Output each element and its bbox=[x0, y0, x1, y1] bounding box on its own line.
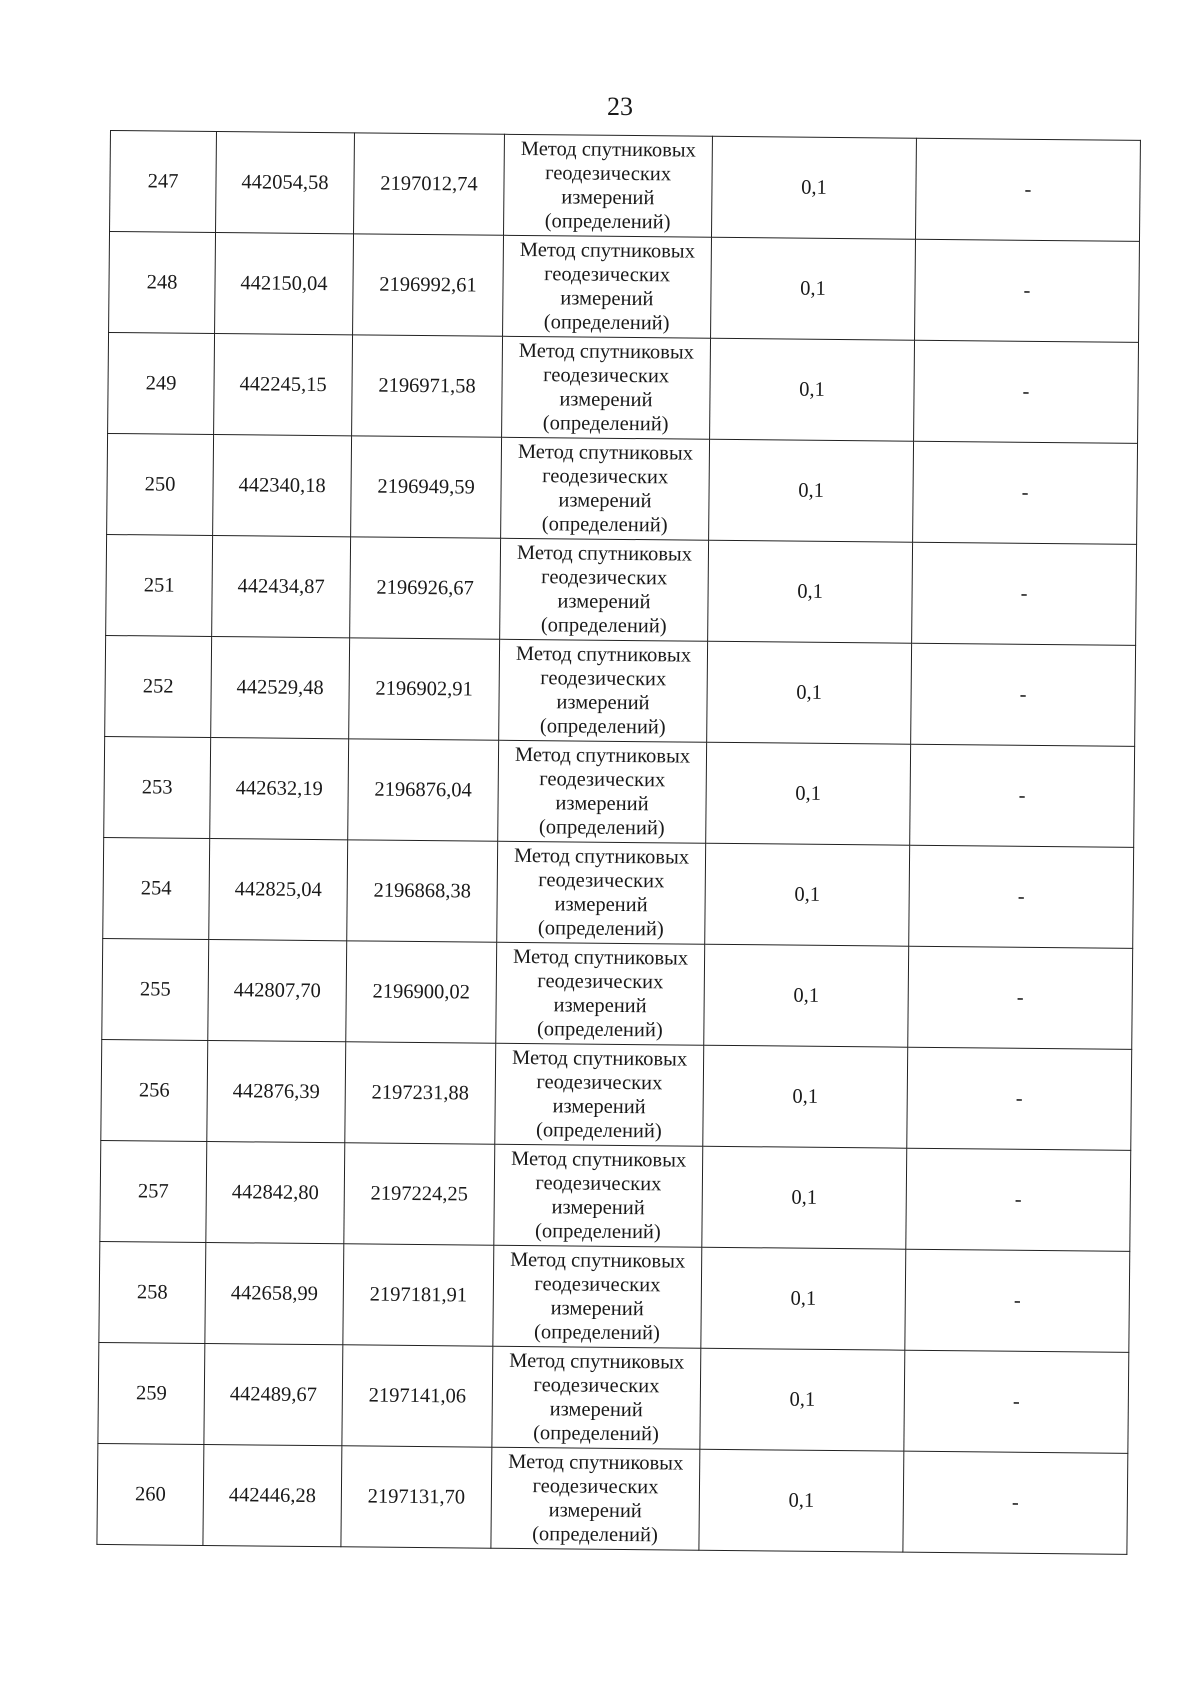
accuracy-cell: 0,1 bbox=[706, 742, 911, 845]
accuracy-cell: 0,1 bbox=[702, 1146, 907, 1249]
method-line: измерений bbox=[556, 691, 650, 715]
method-line: Метод спутниковых bbox=[518, 339, 695, 364]
method-line: геодезических bbox=[544, 263, 671, 287]
x-coordinate-cell: 442054,58 bbox=[216, 132, 355, 234]
method-line: измерений bbox=[552, 1095, 646, 1119]
point-number-cell: 254 bbox=[103, 837, 210, 939]
note-cell: - bbox=[911, 643, 1136, 746]
method-line: измерений bbox=[553, 994, 647, 1018]
method-cell bbox=[498, 740, 707, 843]
note-cell: - bbox=[910, 744, 1135, 847]
table-row bbox=[110, 131, 1141, 242]
point-number-cell: 258 bbox=[99, 1241, 206, 1343]
method-line: Метод спутниковых bbox=[508, 1450, 684, 1475]
accuracy-cell: 0,1 bbox=[707, 641, 912, 744]
accuracy-cell: 0,1 bbox=[700, 1348, 905, 1451]
method-cell bbox=[502, 336, 711, 439]
note-cell: - bbox=[913, 441, 1138, 544]
method-line: Метод спутниковых bbox=[511, 1046, 688, 1071]
method-line: измерений bbox=[558, 489, 652, 513]
table-row bbox=[109, 232, 1140, 343]
x-coordinate-cell: 442489,67 bbox=[204, 1343, 343, 1445]
method-cell bbox=[497, 841, 706, 944]
accuracy-cell: 0,1 bbox=[703, 1045, 908, 1148]
method-line: измерений bbox=[555, 792, 649, 816]
y-coordinate-cell: 2197012,74 bbox=[354, 133, 505, 235]
note-cell: - bbox=[908, 946, 1133, 1049]
method-cell bbox=[495, 1043, 704, 1146]
method-line: геодезических bbox=[532, 1475, 659, 1499]
y-coordinate-cell: 2197181,91 bbox=[343, 1244, 494, 1346]
accuracy-cell: 0,1 bbox=[699, 1449, 904, 1552]
method-cell bbox=[494, 1144, 703, 1247]
method-line: Метод спутниковых bbox=[512, 945, 689, 970]
accuracy-cell: 0,1 bbox=[710, 338, 915, 441]
y-coordinate-cell: 2197131,70 bbox=[341, 1446, 492, 1548]
method-line: (определений) bbox=[543, 311, 670, 335]
method-line: Метод спутниковых bbox=[516, 541, 693, 566]
point-number-cell: 250 bbox=[107, 433, 214, 535]
x-coordinate-cell: 442150,04 bbox=[215, 233, 354, 335]
x-coordinate-cell: 442434,87 bbox=[212, 536, 351, 638]
y-coordinate-cell: 2196902,91 bbox=[349, 638, 500, 740]
y-coordinate-cell: 2196949,59 bbox=[351, 436, 502, 538]
table-row bbox=[97, 1443, 1128, 1554]
method-line: Метод спутниковых bbox=[519, 238, 695, 263]
method-line: (определений) bbox=[533, 1321, 660, 1345]
point-number-cell: 256 bbox=[101, 1039, 208, 1141]
page-number: 23 bbox=[607, 92, 633, 121]
method-line: геодезических bbox=[542, 465, 669, 489]
coordinates-table bbox=[96, 130, 1141, 1555]
method-line: (определений) bbox=[534, 1220, 661, 1244]
method-cell bbox=[500, 538, 709, 641]
method-cell bbox=[493, 1245, 702, 1348]
method-line: геодезических bbox=[537, 970, 664, 994]
note-cell: - bbox=[912, 542, 1137, 645]
method-line: Метод спутниковых bbox=[510, 1248, 686, 1273]
y-coordinate-cell: 2197224,25 bbox=[344, 1143, 495, 1245]
method-line: (определений) bbox=[532, 1523, 659, 1547]
method-line: измерений bbox=[560, 287, 654, 311]
method-line: (определений) bbox=[539, 715, 666, 739]
x-coordinate-cell: 442807,70 bbox=[208, 939, 347, 1041]
method-line: (определений) bbox=[537, 917, 664, 941]
method-line: геодезических bbox=[534, 1273, 661, 1297]
point-number-cell: 253 bbox=[104, 736, 211, 838]
accuracy-cell: 0,1 bbox=[704, 944, 909, 1047]
point-number-cell: 260 bbox=[97, 1443, 204, 1545]
table-row bbox=[106, 534, 1137, 645]
note-cell: - bbox=[915, 138, 1140, 241]
method-line: измерений bbox=[549, 1398, 643, 1422]
method-line: Метод спутниковых bbox=[520, 137, 696, 162]
table-row bbox=[103, 837, 1134, 948]
point-number-cell: 257 bbox=[100, 1140, 207, 1242]
table-row bbox=[107, 433, 1138, 544]
y-coordinate-cell: 2196876,04 bbox=[348, 739, 499, 841]
method-line: измерений bbox=[548, 1499, 642, 1523]
x-coordinate-cell: 442842,80 bbox=[206, 1141, 345, 1243]
method-line: Метод спутниковых bbox=[511, 1147, 687, 1172]
method-cell bbox=[499, 639, 708, 742]
table-row bbox=[99, 1241, 1130, 1352]
method-line: Метод спутниковых bbox=[517, 440, 694, 465]
method-cell bbox=[501, 437, 710, 540]
x-coordinate-cell: 442446,28 bbox=[203, 1444, 342, 1546]
y-coordinate-cell: 2196900,02 bbox=[346, 941, 497, 1043]
method-line: измерений bbox=[557, 590, 651, 614]
table-row bbox=[101, 1039, 1132, 1150]
point-number-cell: 255 bbox=[102, 938, 209, 1040]
method-cell bbox=[496, 942, 705, 1045]
accuracy-cell: 0,1 bbox=[711, 237, 916, 340]
method-cell bbox=[504, 134, 713, 237]
point-number-cell: 252 bbox=[105, 635, 212, 737]
y-coordinate-cell: 2196926,67 bbox=[350, 537, 501, 639]
method-line: геодезических bbox=[541, 566, 668, 590]
method-line: Метод спутниковых bbox=[514, 743, 691, 768]
method-line: (определений) bbox=[535, 1119, 662, 1143]
note-cell: - bbox=[906, 1148, 1131, 1251]
table-row bbox=[102, 938, 1133, 1049]
point-number-cell: 248 bbox=[109, 232, 216, 334]
note-cell: - bbox=[904, 1350, 1129, 1453]
x-coordinate-cell: 442340,18 bbox=[213, 435, 352, 537]
table-row bbox=[98, 1342, 1129, 1453]
x-coordinate-cell: 442658,99 bbox=[205, 1242, 344, 1344]
method-cell bbox=[503, 235, 712, 338]
accuracy-cell: 0,1 bbox=[709, 439, 914, 542]
table-row bbox=[100, 1140, 1131, 1251]
x-coordinate-cell: 442876,39 bbox=[207, 1040, 346, 1142]
table-row bbox=[105, 635, 1136, 746]
method-line: (определений) bbox=[541, 513, 668, 537]
method-line: (определений) bbox=[536, 1018, 663, 1042]
method-line: Метод спутниковых bbox=[515, 642, 692, 667]
note-cell: - bbox=[905, 1249, 1130, 1352]
point-number-cell: 249 bbox=[108, 332, 215, 434]
method-line: измерений bbox=[551, 1196, 645, 1220]
method-line: (определений) bbox=[544, 210, 671, 234]
y-coordinate-cell: 2197231,88 bbox=[345, 1042, 496, 1144]
x-coordinate-cell: 442632,19 bbox=[210, 737, 349, 839]
coordinates-table-container bbox=[96, 130, 1140, 1555]
method-line: измерений bbox=[559, 388, 653, 412]
accuracy-cell: 0,1 bbox=[705, 843, 910, 946]
y-coordinate-cell: 2196868,38 bbox=[347, 840, 498, 942]
method-line: геодезических bbox=[540, 667, 667, 691]
method-line: (определений) bbox=[540, 614, 667, 638]
y-coordinate-cell: 2196971,58 bbox=[352, 335, 503, 437]
method-line: Метод спутниковых bbox=[509, 1349, 685, 1374]
note-cell: - bbox=[907, 1047, 1132, 1150]
note-cell: - bbox=[903, 1451, 1128, 1554]
table-row bbox=[104, 736, 1135, 847]
method-line: (определений) bbox=[538, 816, 665, 840]
point-number-cell: 247 bbox=[110, 131, 217, 233]
note-cell: - bbox=[915, 239, 1140, 342]
method-line: Метод спутниковых bbox=[513, 844, 690, 869]
x-coordinate-cell: 442245,15 bbox=[214, 334, 353, 436]
method-line: измерений bbox=[554, 893, 648, 917]
accuracy-cell: 0,1 bbox=[708, 540, 913, 643]
y-coordinate-cell: 2197141,06 bbox=[342, 1345, 493, 1447]
y-coordinate-cell: 2196992,61 bbox=[353, 234, 504, 336]
point-number-cell: 251 bbox=[106, 534, 213, 636]
point-number-cell: 259 bbox=[98, 1342, 205, 1444]
accuracy-cell: 0,1 bbox=[711, 136, 916, 239]
coordinates-table-body bbox=[97, 131, 1141, 1555]
x-coordinate-cell: 442529,48 bbox=[211, 636, 350, 738]
method-line: (определений) bbox=[533, 1422, 659, 1446]
note-cell: - bbox=[909, 845, 1134, 948]
method-line: измерений bbox=[550, 1297, 644, 1321]
method-line: измерений bbox=[561, 186, 655, 210]
method-line: геодезических bbox=[533, 1374, 660, 1398]
method-cell bbox=[491, 1447, 700, 1550]
method-line: геодезических bbox=[539, 768, 666, 792]
method-line: геодезических bbox=[536, 1071, 663, 1095]
accuracy-cell: 0,1 bbox=[701, 1247, 906, 1350]
method-line: геодезических bbox=[543, 364, 670, 388]
method-line: (определений) bbox=[542, 412, 669, 436]
method-line: геодезических bbox=[538, 869, 665, 893]
method-line: геодезических bbox=[545, 162, 672, 186]
note-cell: - bbox=[914, 340, 1139, 443]
method-cell bbox=[492, 1346, 701, 1449]
method-line: геодезических bbox=[535, 1172, 662, 1196]
x-coordinate-cell: 442825,04 bbox=[209, 838, 348, 940]
table-row bbox=[108, 332, 1139, 443]
